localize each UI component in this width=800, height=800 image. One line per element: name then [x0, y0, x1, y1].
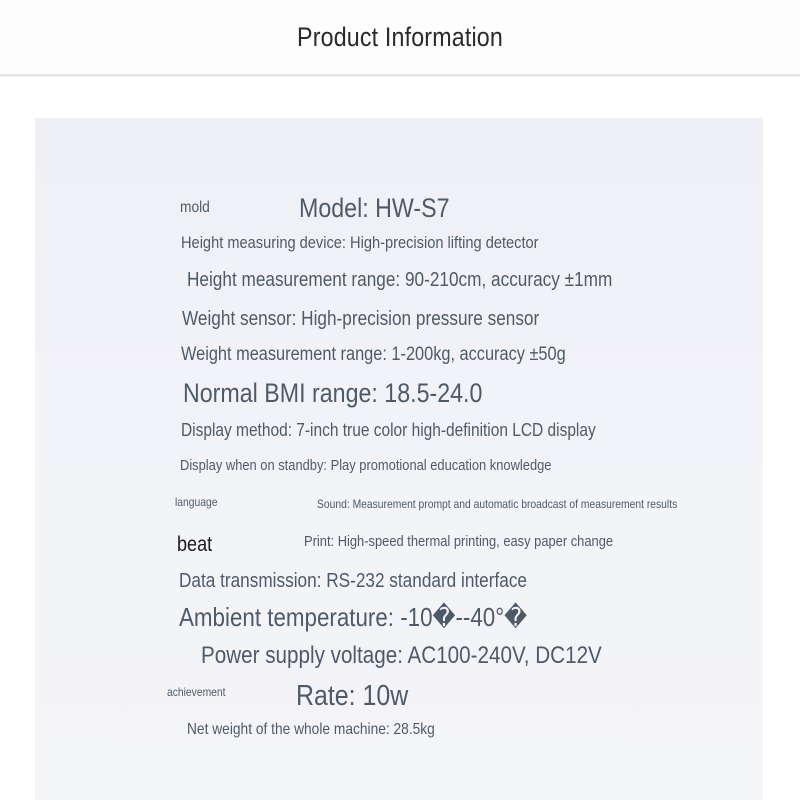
spec-sound: Sound: Measurement prompt and automatic broadcast of measurement results [317, 497, 678, 511]
page-header [0, 0, 800, 76]
spec-data-transmission: Data transmission: RS-232 standard interface [179, 570, 527, 592]
spec-height-range: Height measurement range: 90-210cm, accuracy ±1mm [187, 269, 613, 291]
header-divider [0, 74, 800, 77]
spec-net-weight: Net weight of the whole machine: 28.5kg [187, 721, 435, 738]
label-language: language [175, 495, 218, 509]
spec-display-method: Display method: 7-inch true color high-definition LCD display [181, 420, 596, 440]
spec-weight-range: Weight measurement range: 1-200kg, accuracy ±50g [181, 344, 566, 365]
spec-standby-display: Display when on standby: Play promotional education knowledge [180, 457, 552, 474]
spec-height-device: Height measuring device: High-precision lifting detector [181, 233, 539, 252]
spec-ambient-temperature: Ambient temperature: -10�--40°� [179, 602, 528, 632]
spec-print: Print: High-speed thermal printing, easy paper change [304, 533, 614, 550]
label-mold: mold [180, 199, 210, 216]
spec-bmi-range: Normal BMI range: 18.5-24.0 [183, 378, 483, 408]
spec-power-supply: Power supply voltage: AC100-240V, DC12V [201, 642, 602, 669]
spec-rate: Rate: 10w [296, 680, 409, 712]
page-title: Product Information [297, 22, 503, 52]
label-beat: beat [177, 533, 213, 556]
spec-model: Model: HW-S7 [299, 193, 450, 223]
spec-weight-sensor: Weight sensor: High-precision pressure sensor [182, 308, 540, 330]
label-achievement: achievement [167, 685, 226, 699]
